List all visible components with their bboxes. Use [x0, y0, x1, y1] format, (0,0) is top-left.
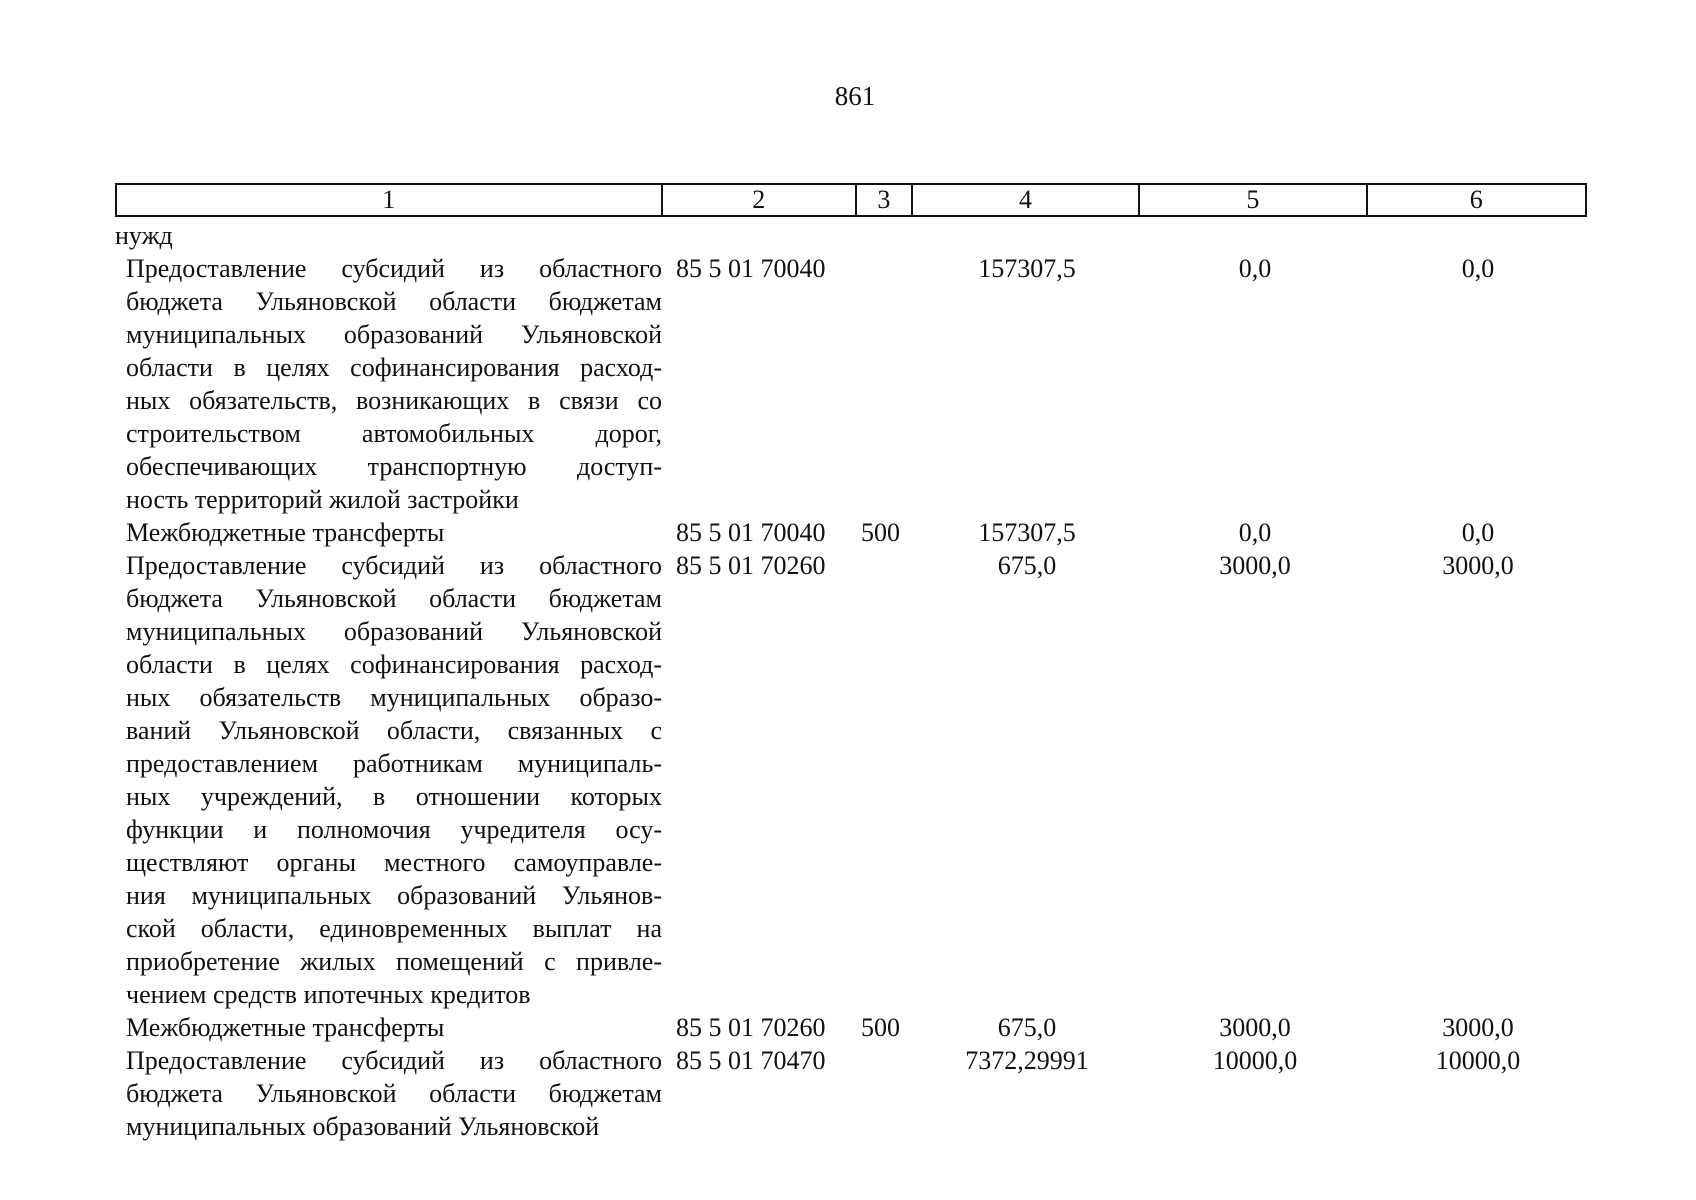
description-line: функции и полномочия учредителя осу- [126, 815, 662, 844]
description-line: Предоставление субсидий из областного [126, 254, 662, 283]
description-line: строительством автомобильных дорог, [126, 419, 662, 448]
row-value-col5: 3000,0 [1219, 551, 1291, 580]
description-line: чением средств ипотечных кредитов [126, 980, 531, 1009]
description-line: ных учреждений, в отношении которых [126, 782, 662, 811]
description-line: нужд [115, 221, 173, 250]
row-value-col4: 675,0 [997, 1013, 1057, 1042]
column-header-6: 6 [1469, 185, 1483, 214]
row-expense-type: 500 [861, 1013, 900, 1042]
row-code: 85 5 01 70260 [676, 1013, 826, 1042]
table-header [115, 183, 1587, 217]
table-row [115, 219, 1587, 252]
row-value-col4: 157307,5 [978, 254, 1076, 283]
row-description [115, 219, 662, 252]
row-description [115, 1044, 662, 1143]
column-header-5: 5 [1140, 185, 1367, 215]
row-value-col6: 0,0 [1461, 254, 1495, 283]
description-line: обеспечивающих транспортную доступ- [126, 452, 662, 481]
description-line: ность территорий жилой застройки [126, 485, 519, 514]
row-value-col4: 675,0 [997, 551, 1057, 580]
description-line: муниципальных образований Ульяновской [126, 617, 662, 646]
description-line: ния муниципальных образований Ульянов- [126, 881, 662, 910]
description-line: ных обязательств муниципальных образо- [126, 683, 662, 712]
row-value-col6: 0,0 [1461, 518, 1495, 547]
column-header-2: 2 [663, 185, 857, 215]
row-description [115, 252, 662, 516]
table-row [115, 516, 1587, 549]
row-description [115, 549, 662, 1011]
description-line: ваний Ульяновской области, связанных с [126, 716, 662, 745]
row-value-col6: 3000,0 [1442, 551, 1514, 580]
description-line: Предоставление субсидий из областного [126, 551, 662, 580]
description-line: Межбюджетные трансферты [126, 518, 445, 547]
row-code: 85 5 01 70040 [676, 254, 826, 283]
description-line: области в целях софинансирования расход- [126, 353, 662, 382]
description-line: бюджета Ульяновской области бюджетам [126, 584, 662, 613]
table-row [115, 1044, 1587, 1143]
description-line: бюджета Ульяновской области бюджетам [126, 1079, 662, 1108]
description-line: Межбюджетные трансферты [126, 1013, 445, 1042]
table-body [115, 219, 1587, 1143]
row-value-col5: 3000,0 [1219, 1013, 1291, 1042]
row-value-col6: 3000,0 [1442, 1013, 1514, 1042]
table-row [115, 252, 1587, 516]
description-line: приобретение жилых помещений с привле- [126, 947, 662, 976]
description-line: ществляют органы местного самоуправле- [126, 848, 662, 877]
description-line: ных обязательств, возникающих в связи со [126, 386, 662, 415]
table-row [115, 1011, 1587, 1044]
description-line: ской области, единовременных выплат на [126, 914, 662, 943]
row-value-col4: 157307,5 [978, 518, 1076, 547]
description-line: области в целях софинансирования расход- [126, 650, 662, 679]
column-header-3: 3 [857, 185, 913, 215]
row-value-col6: 10000,0 [1435, 1046, 1521, 1075]
description-line: бюджета Ульяновской области бюджетам [126, 287, 662, 316]
row-value-col5: 10000,0 [1212, 1046, 1298, 1075]
description-line: Предоставление субсидий из областного [126, 1046, 662, 1075]
table-row [115, 549, 1587, 1011]
description-line: муниципальных образований Ульяновской [126, 320, 662, 349]
row-value-col4: 7372,29991 [965, 1046, 1089, 1075]
row-code: 85 5 01 70040 [676, 518, 826, 547]
description-line: предоставлением работникам муниципаль- [126, 749, 662, 778]
column-header-4: 4 [913, 185, 1140, 215]
row-description [115, 516, 662, 549]
column-header-1: 1 [117, 185, 663, 215]
description-line: муниципальных образований Ульяновской [126, 1112, 600, 1141]
row-description [115, 1011, 662, 1044]
page-number: 861 [834, 81, 876, 111]
row-code: 85 5 01 70470 [676, 1046, 826, 1075]
row-expense-type: 500 [861, 518, 900, 547]
row-code: 85 5 01 70260 [676, 551, 826, 580]
row-value-col5: 0,0 [1238, 518, 1272, 547]
row-value-col5: 0,0 [1238, 254, 1272, 283]
